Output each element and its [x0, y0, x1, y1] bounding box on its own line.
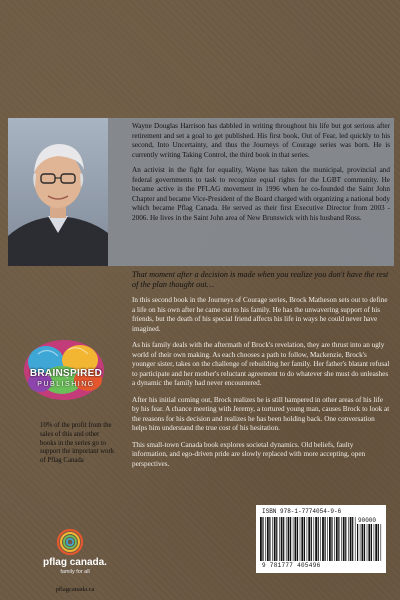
barcode-bar	[375, 524, 377, 561]
barcode-bar	[315, 517, 317, 561]
price-code: 90000	[358, 517, 377, 524]
barcode-bar	[343, 517, 345, 561]
barcode-bar	[320, 517, 321, 561]
pflag-name: pflag canada.	[43, 557, 107, 568]
book-tagline: That moment after a decision is made when you realize you don't have the rest of the plan thought out…	[132, 270, 389, 290]
barcode-bar	[364, 524, 365, 561]
isbn-label: ISBN 978-1-7774054-9-6	[262, 508, 342, 515]
pflag-url: pflagcanada.ca	[55, 586, 95, 593]
barcode-bars	[260, 517, 356, 561]
barcode-bar	[345, 517, 346, 561]
barcode-bar	[267, 517, 269, 561]
barcode-bar	[322, 517, 324, 561]
barcode-bar	[265, 517, 266, 561]
barcode-bar	[374, 524, 375, 561]
barcode-bar	[381, 524, 382, 561]
pflag-rings-icon	[56, 528, 84, 556]
barcode-bar	[357, 524, 358, 561]
publisher-subtitle: PUBLISHING	[37, 381, 95, 388]
author-bio-paragraph: Wayne Douglas Harrison has dabbled in writing throughout his life but got serious after retirement and set a goal to get published. His first book, Out of Fear, led quickly to his second, Into Uncertainty, and thus the Journeys of Courage series was born. He is currently writing Taking Control, the third book in that series.	[132, 122, 390, 159]
barcode-digits: 9 781777 405496	[262, 562, 321, 569]
barcode-bar	[314, 517, 315, 561]
barcode-bar	[368, 524, 370, 561]
barcode-bar	[290, 517, 291, 561]
barcode-bar	[300, 517, 301, 561]
barcode-bar	[276, 517, 277, 561]
barcode-addon-bars	[357, 524, 383, 561]
barcode-bar	[331, 517, 332, 561]
barcode-bar	[260, 517, 262, 561]
barcode-bar	[352, 517, 353, 561]
barcode-bar	[355, 517, 356, 561]
barcode-bar	[288, 517, 290, 561]
author-photo	[8, 118, 108, 266]
barcode-bar	[329, 517, 331, 561]
barcode-bar	[304, 517, 305, 561]
blurb-paragraph: This small-town Canada book explores societal dynamics. Old beliefs, faulty information, and ego-driven pride are slowly replaced with more accepting, open perspectives.	[132, 440, 366, 468]
barcode-bar	[360, 524, 361, 561]
barcode-bar	[301, 517, 303, 561]
blurb-paragraph: After his initial coming out, Brock realizes he is still hampered in other areas of his life by his fear. A chance meeting with Jeremy, a tortured young man, causes Brock to look at the reasons for his decision and realizes he has been holding back. One conversation helps him understand the true cost of his hesitation.	[132, 395, 390, 432]
barcode-bar	[334, 517, 335, 561]
barcode-bar	[262, 517, 263, 561]
barcode-bar	[269, 517, 270, 561]
barcode-bar	[341, 517, 342, 561]
barcode-bar	[293, 517, 294, 561]
barcode-bar	[318, 517, 319, 561]
barcode-bar	[297, 517, 298, 561]
barcode-bar	[279, 517, 280, 561]
blurb-paragraph: As his family deals with the aftermath of Brock's revelation, they are thrust into an ugly world of their own making. As each chooses a path to follow, Mackenzie, Brock's younger sister, takes on the challenge of rebuilding her family. Her father's blatant refusal to participate and her mother's reluctant agreement to do whatever she must do unleashes a dynamic the family had never encountered.	[132, 341, 390, 387]
barcode-bar	[336, 517, 338, 561]
barcode-panel	[256, 505, 386, 573]
barcode-bar	[307, 517, 308, 561]
barcode-bar	[371, 524, 372, 561]
barcode-bar	[281, 517, 283, 561]
barcode-bar	[348, 517, 349, 561]
pflag-tagline: family for all	[60, 569, 90, 575]
barcode-bar	[286, 517, 287, 561]
blurb-paragraph: In this second book in the Journeys of Courage series, Brock Matheson sets out to define a life on his own after he came out to his family. He has the unwavering support of his friends, but the death of his special friend affects his life in ways he could never have imagined.	[132, 296, 388, 333]
author-bio	[132, 122, 390, 229]
barcode-bar	[274, 517, 276, 561]
barcode-bar	[362, 524, 364, 561]
profit-note: 10% of the profit from the sales of this and other books in the series go to support the important work of Pflag Canada	[40, 422, 115, 465]
barcode-bar	[311, 517, 312, 561]
barcode-bar	[272, 517, 273, 561]
barcode-bar	[378, 524, 379, 561]
barcode-bar	[325, 517, 326, 561]
barcode-bar	[295, 517, 297, 561]
barcode-bar	[283, 517, 284, 561]
barcode-bar	[367, 524, 368, 561]
barcode-bar	[350, 517, 352, 561]
barcode-bar	[338, 517, 339, 561]
book-blurb	[132, 296, 390, 476]
publisher-name: BRAINSPIRED	[29, 368, 103, 379]
barcode-bar	[327, 517, 328, 561]
author-bio-paragraph: An activist in the fight for equality, Wayne has taken the municipal, provincial and federal governments to task to recognize equal rights for the LGBT community. He became active in the PFLAG movement in 1996 when he co-founded the Saint John Chapter and became Vice-President of the Board charged with organizing a national body which became Pflag Canada. He served as their first Executive Director from 2003 - 2006. He lives in the Saint John area of New Brunswick with his husband Ross.	[132, 166, 390, 222]
barcode-bar	[308, 517, 310, 561]
